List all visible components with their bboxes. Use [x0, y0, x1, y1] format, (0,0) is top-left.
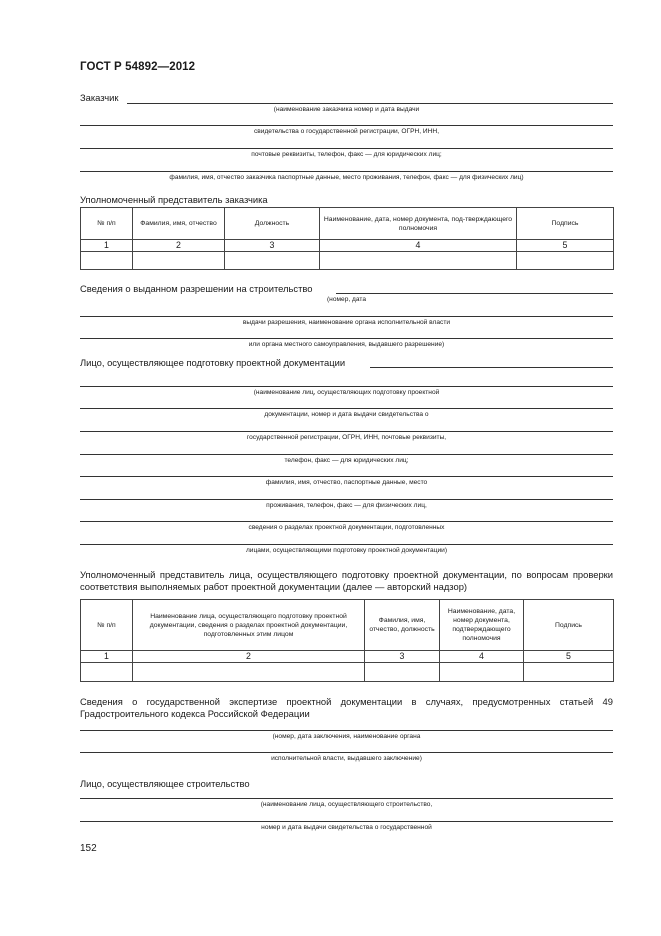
- expertise-caption-2: исполнительной власти, выдавшего заключение): [271, 755, 422, 762]
- designer-field-line: [80, 408, 613, 409]
- designer-field-line: [80, 521, 613, 522]
- designer-field-line: [80, 454, 613, 455]
- permit-field-line: [80, 316, 613, 317]
- column-header: Подпись: [524, 600, 614, 651]
- column-number: 3: [225, 240, 320, 252]
- column-number: 5: [517, 240, 614, 252]
- column-header: Должность: [225, 208, 320, 240]
- table-row: [81, 663, 614, 682]
- column-number: 3: [365, 651, 440, 663]
- column-number: 4: [440, 651, 524, 663]
- column-number: 4: [320, 240, 517, 252]
- customer-label: Заказчик: [80, 92, 119, 103]
- permit-field-line: [80, 338, 613, 339]
- permit-caption-2: выдачи разрешения, наименование органа исполнительной власти: [242, 319, 451, 326]
- permit-label: Сведения о выданном разрешении на строительство: [80, 283, 313, 294]
- customer-caption-3: почтовые реквизиты, телефон, факс — для юридических лиц;: [251, 151, 442, 158]
- table-row: [81, 252, 614, 270]
- column-header: Наименование лица, осуществляющего подготовку проектной документации, сведения о разделах проектной документации, подготовленных этим лицом: [133, 600, 365, 651]
- permit-caption-3: или органа местного самоуправления, выдавшего разрешение): [248, 341, 445, 348]
- column-header: Наименование, дата, номер документа, под-тверждающего полномочия: [320, 208, 517, 240]
- builder-field-line: [80, 821, 613, 822]
- designer-field-line: [80, 431, 613, 432]
- column-header: Фамилия, имя, отчество: [133, 208, 225, 240]
- column-number: 1: [81, 240, 133, 252]
- column-header: № п/п: [81, 600, 133, 651]
- permit-caption-1: (номер, дата: [326, 296, 367, 303]
- table-cell[interactable]: [133, 663, 365, 682]
- designer-representative-text: Уполномоченный представитель лица, осуществляющего подготовку проектной документации, по вопросам проверки соответствия выполняемых работ проектной документации (далее — авторский надзор): [80, 569, 613, 592]
- designer-caption-1: (наименование лиц, осуществляющих подготовку проектной: [253, 389, 440, 396]
- designer-caption-4: телефон, факс — для юридических лиц;: [284, 457, 409, 464]
- designer-field-line: [80, 386, 613, 387]
- table-cell[interactable]: [133, 252, 225, 270]
- expertise-text: Сведения о государственной экспертизе проектной документации в случаях, предусмотренных статьей 49 Градостроительного кодекса Российской Федерации: [80, 696, 613, 719]
- column-header: Наименование, дата, номер документа, подтверждающего полномочия: [440, 600, 524, 651]
- table-cell[interactable]: [320, 252, 517, 270]
- table-cell[interactable]: [365, 663, 440, 682]
- table-cell[interactable]: [524, 663, 614, 682]
- designer-caption-8: лицами, осуществляющими подготовку проектной документации): [245, 547, 448, 554]
- table-cell[interactable]: [225, 252, 320, 270]
- table-cell[interactable]: [440, 663, 524, 682]
- customer-caption-4: фамилия, имя, отчество заказчика паспортные данные, место проживания, телефон, факс — для физических лиц): [169, 174, 524, 181]
- designer-caption-3: государственной регистрации, ОГРН, ИНН, почтовые реквизиты,: [246, 434, 447, 441]
- table-header-row: [81, 208, 614, 240]
- builder-caption-1: (наименование лица, осуществляющего строительство,: [260, 801, 433, 808]
- customer-field-line: [127, 103, 613, 104]
- column-header: Подпись: [517, 208, 614, 240]
- designer-caption-5: фамилия, имя, отчество, паспортные данные, место: [265, 479, 428, 486]
- table-header-row: [81, 600, 614, 651]
- table-cell[interactable]: [517, 252, 614, 270]
- customer-representative-title: Уполномоченный представитель заказчика: [80, 194, 268, 205]
- builder-label: Лицо, осуществляющее строительство: [80, 778, 250, 789]
- table-number-row: [81, 651, 614, 663]
- customer-field-line: [80, 125, 613, 126]
- customer-field-line: [80, 148, 613, 149]
- builder-caption-2: номер и дата выдачи свидетельства о государственной: [261, 824, 432, 831]
- expertise-field-line: [80, 752, 613, 753]
- designer-field-line: [80, 476, 613, 477]
- table-cell[interactable]: [81, 663, 133, 682]
- customer-caption-2: свидетельства о государственной регистрации, ОГРН, ИНН,: [253, 128, 440, 135]
- table-cell[interactable]: [81, 252, 133, 270]
- designer-representative-table: [80, 599, 614, 682]
- column-number: 5: [524, 651, 614, 663]
- designer-label: Лицо, осуществляющее подготовку проектной документации: [80, 357, 346, 368]
- column-number: 1: [81, 651, 133, 663]
- column-header: № п/п: [81, 208, 133, 240]
- table-number-row: [81, 240, 614, 252]
- designer-caption-2: документации, номер и дата выдачи свидетельства о: [264, 411, 429, 418]
- column-number: 2: [133, 240, 225, 252]
- designer-field-line: [80, 499, 613, 500]
- customer-field-line: [80, 171, 613, 172]
- column-number: 2: [133, 651, 365, 663]
- page-number: 152: [80, 843, 97, 854]
- column-header: Фамилия, имя, отчество, должность: [365, 600, 440, 651]
- permit-field-line: [336, 293, 613, 294]
- customer-representative-table: [80, 207, 614, 270]
- designer-caption-6: проживания, телефон, факс — для физических лиц,: [266, 502, 427, 509]
- expertise-field-line: [80, 730, 613, 731]
- designer-field-line: [370, 367, 613, 368]
- customer-caption-1: (наименование заказчика номер и дата выдачи: [273, 106, 420, 113]
- designer-field-line: [80, 544, 613, 545]
- builder-field-line: [80, 798, 613, 799]
- designer-caption-7: сведения о разделах проектной документации, подготовленных: [248, 524, 445, 531]
- document-header: ГОСТ Р 54892—2012: [80, 61, 196, 73]
- expertise-caption-1: (номер, дата заключения, наименование органа: [272, 733, 421, 740]
